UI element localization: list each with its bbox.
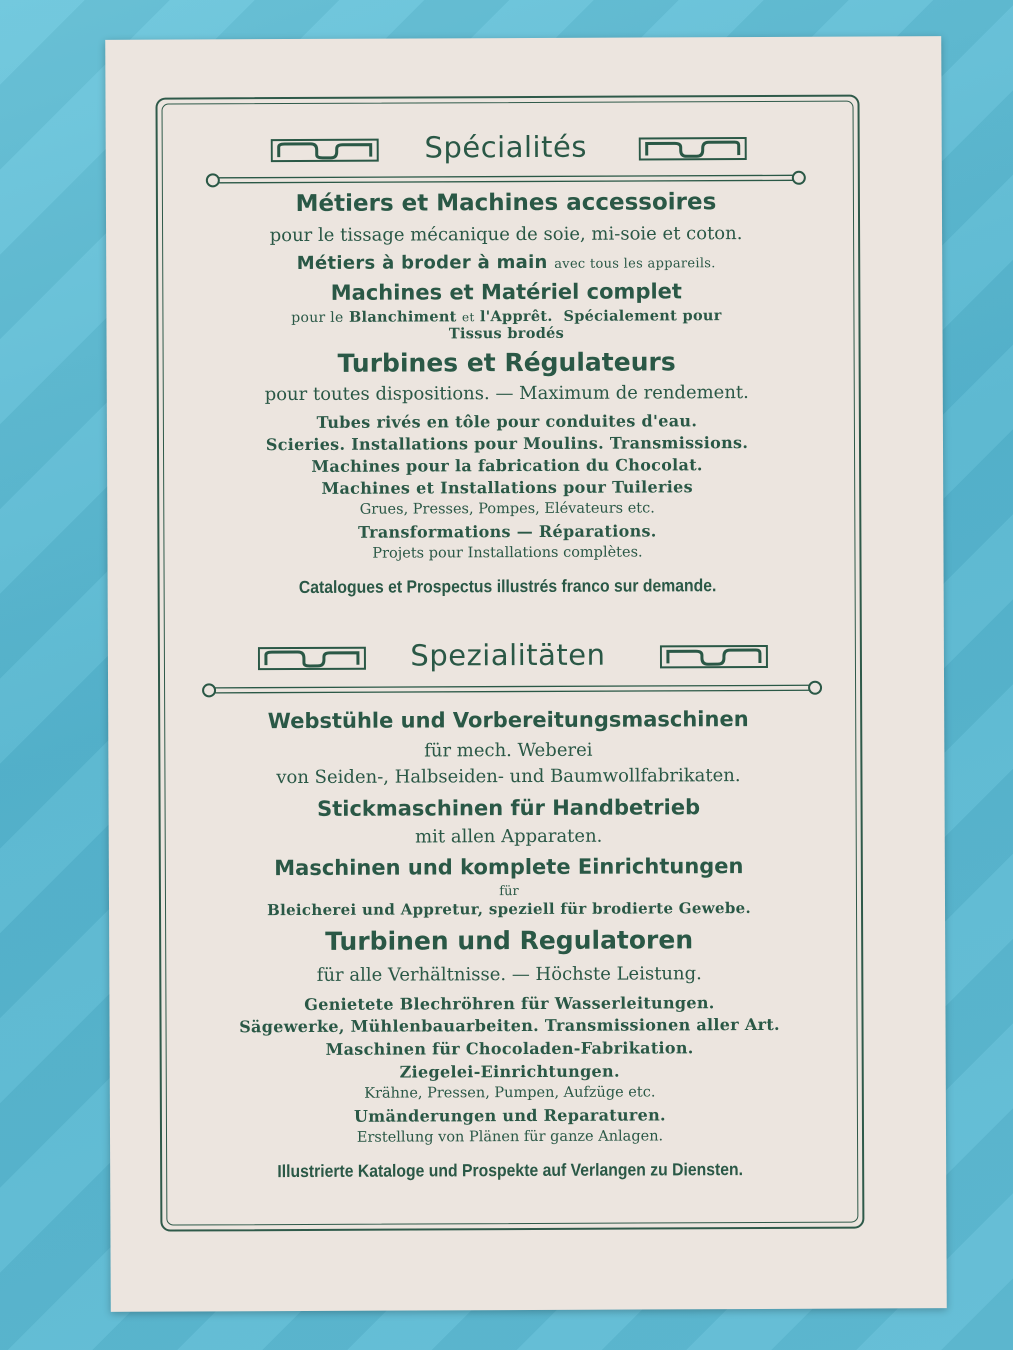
fr-line-tileworks: Machines et Installations pour Tuileries	[321, 477, 693, 498]
de-line-looms: Webstühle und Vorbereitungsmaschinen	[267, 707, 749, 734]
de-line-chocolate: Maschinen für Chocoladen-Fabrikation.	[325, 1038, 694, 1059]
de-line-bleaching: Bleicherei und Appretur, speziell für brodierte Gewebe.	[267, 899, 751, 920]
fr-line-machines-complete: Machines et Matériel complet	[330, 279, 682, 305]
de-line-machines-complete: Maschinen und komplete Einrichtungen	[274, 854, 744, 881]
fr-line-turbines: Turbines et Régulateurs	[337, 347, 676, 378]
de-line-sawmills: Sägewerke, Mühlenbauarbeiten. Transmissionen aller Art.	[239, 1014, 780, 1037]
fr-line-embroidery	[156, 251, 856, 275]
fr-line-projects: Projets pour Installations complètes.	[372, 544, 643, 562]
fr-embroidery-note: avec tous les appareils.	[554, 256, 716, 272]
fr-line-dispositions: pour toutes dispositions. — Maximum de rendement.	[264, 382, 749, 406]
french-divider-rule	[204, 169, 808, 190]
card-content	[105, 36, 947, 1312]
de-line-weaving: für mech. Weberei	[424, 739, 593, 762]
de-line-for: für	[499, 884, 519, 900]
de-line-turbines: Turbinen und Regulatoren	[325, 925, 694, 956]
right-ornament-icon	[639, 135, 749, 163]
de-line-conditions: für alle Verhältnisse. — Höchste Leistung.	[316, 963, 702, 986]
fr-embroidery-title: Métiers à broder à main	[296, 251, 548, 274]
fr-line-cranes: Grues, Presses, Pompes, Elévateurs etc.	[359, 500, 655, 518]
fr-line-tubes: Tubes rivés en tôle pour conduites d'eau.	[316, 411, 698, 432]
de-line-embroidery: Stickmaschinen für Handbetrieb	[317, 795, 701, 821]
de-line-cranes: Krähne, Pressen, Pumpen, Aufzüge etc.	[364, 1084, 656, 1102]
fr-line-embroidered-fabrics: Tissus brodés	[448, 324, 565, 343]
de-line-repairs: Umänderungen und Reparaturen.	[353, 1105, 666, 1126]
fr-catalog-line: Catalogues et Prospectus illustrés franco sur demande.	[298, 575, 717, 597]
fr-line-sawmills: Scieries. Installations pour Moulins. Transmissions.	[265, 433, 749, 455]
de-line-fabrics: von Seiden-, Halbseiden- und Baumwollfabrikaten.	[276, 765, 741, 789]
fr-bleach-finish: l'Apprêt.	[479, 307, 553, 326]
fr-line-looms: Métiers et Machines accessoires	[295, 189, 717, 218]
right-ornament-icon	[660, 643, 770, 671]
de-line-plans: Erstellung von Plänen für ganze Anlagen.	[356, 1128, 664, 1146]
fr-bleach-word: Blanchiment	[348, 308, 457, 326]
de-line-apparatus: mit allen Apparaten.	[415, 825, 603, 848]
de-catalog-line: Illustrierte Kataloge und Prospekte auf Verlangen zu Diensten.	[277, 1159, 744, 1182]
fr-line-chocolate: Machines pour la fabrication du Chocolat.	[311, 455, 703, 476]
fr-line-weaving: pour le tissage mécanique de soie, mi-soie et coton.	[269, 223, 743, 247]
fr-bleach-and: et	[462, 310, 475, 325]
fr-line-repairs: Transformations — Réparations.	[358, 521, 657, 542]
german-heading: Spezialitäten	[410, 637, 606, 673]
german-divider-rule	[200, 679, 824, 700]
printed-card	[105, 36, 947, 1312]
fr-bleach-special: Spécialement pour	[563, 307, 722, 325]
de-line-pipes: Genietete Blechröhren für Wasserleitungen.	[304, 993, 715, 1014]
fr-bleach-prefix: pour le	[291, 309, 344, 327]
de-line-brickworks: Ziegelei-Einrichtungen.	[399, 1061, 620, 1082]
french-heading: Spécialités	[424, 129, 587, 165]
